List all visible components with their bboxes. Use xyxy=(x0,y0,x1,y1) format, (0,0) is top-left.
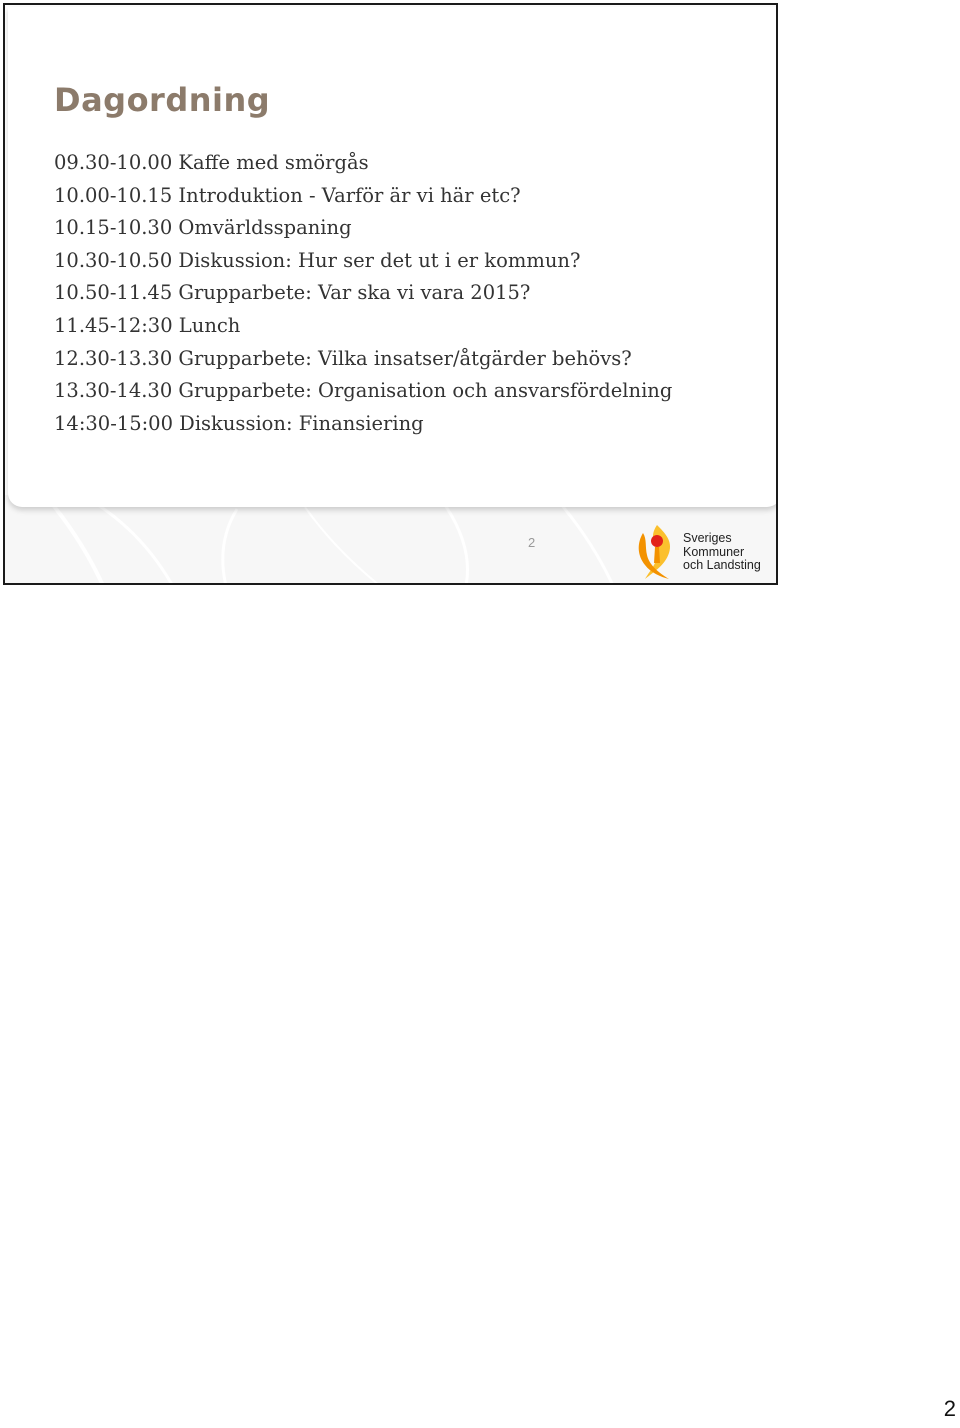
agenda-item: 11.45-12:30 Lunch xyxy=(54,313,241,337)
agenda-list xyxy=(54,147,672,440)
agenda-item: 10.00-10.15 Introduktion - Varför är vi här etc? xyxy=(54,183,521,207)
slide-content-panel xyxy=(8,7,778,507)
skl-flame-figure-icon xyxy=(635,523,679,581)
agenda-item: 10.50-11.45 Grupparbete: Var ska vi vara 2015? xyxy=(54,281,531,305)
slide xyxy=(3,3,778,585)
logo-line: och Landsting xyxy=(683,558,761,572)
agenda-item: 10.30-10.50 Diskussion: Hur ser det ut i er kommun? xyxy=(54,248,581,272)
agenda-item: 14:30-15:00 Diskussion: Finansiering xyxy=(54,411,424,435)
skl-logo-text xyxy=(683,532,761,573)
agenda-item: 09.30-10.00 Kaffe med smörgås xyxy=(54,151,369,174)
logo-line: Sveriges xyxy=(683,531,732,545)
slide-number: 2 xyxy=(528,535,536,550)
agenda-item: 10.15-10.30 Omvärldsspaning xyxy=(54,216,352,240)
logo-line: Kommuner xyxy=(683,544,745,559)
slide-title: Dagordning xyxy=(54,81,271,119)
agenda-item: 13.30-14.30 Grupparbete: Organisation och ansvarsfördelning xyxy=(54,379,673,403)
skl-logo xyxy=(635,523,775,583)
page-number: 2 xyxy=(943,1396,956,1421)
agenda-item: 12.30-13.30 Grupparbete: Vilka insatser/åtgärder behövs? xyxy=(54,346,632,370)
